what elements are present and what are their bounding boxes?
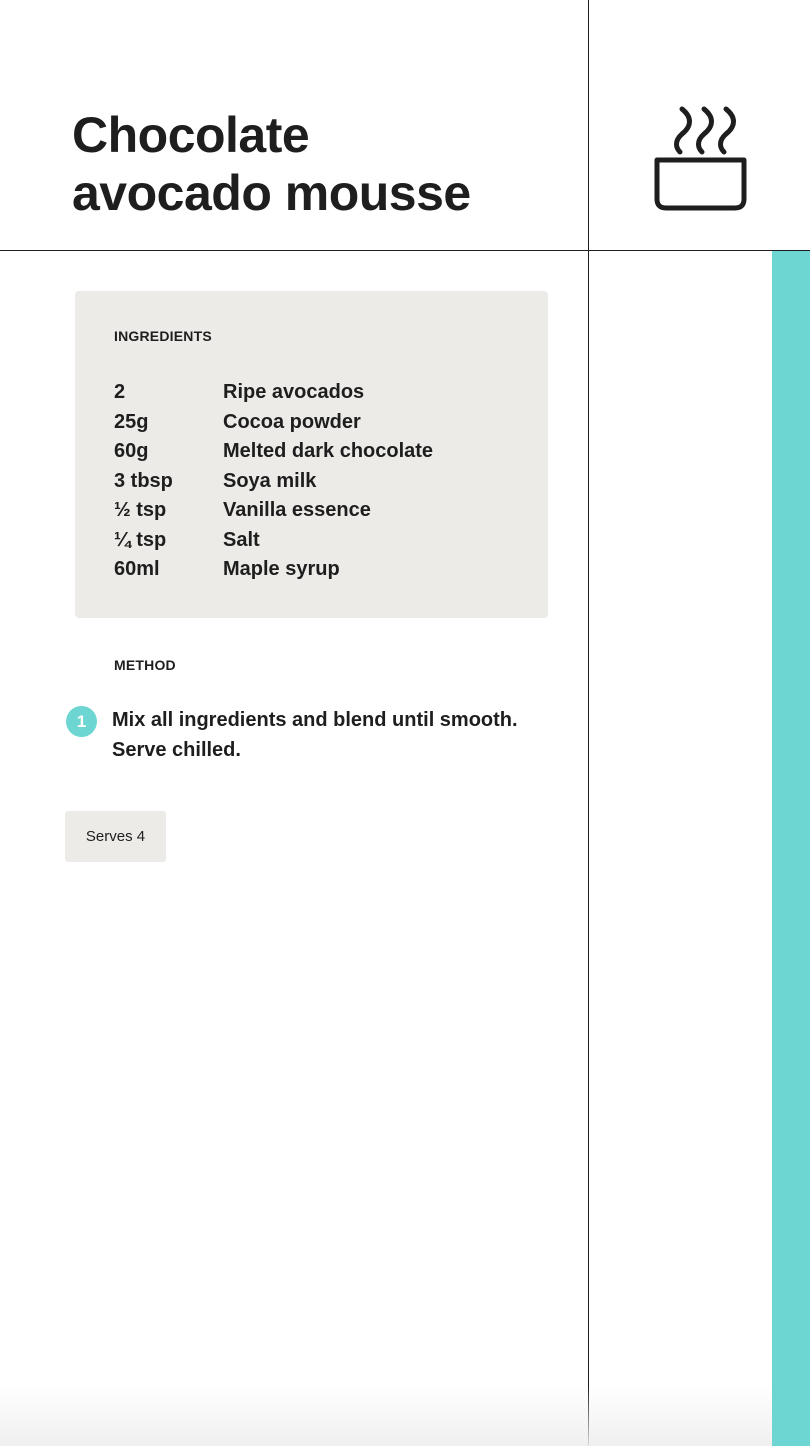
ingredient-name: Vanilla essence xyxy=(223,499,371,521)
ingredient-name: Salt xyxy=(223,528,260,551)
ingredient-quantity: 3 tbsp xyxy=(114,469,173,492)
ingredient-quantity: 60g xyxy=(114,440,149,462)
ingredients-heading: INGREDIENTS xyxy=(114,328,212,344)
ingredient-row xyxy=(114,378,433,408)
ingredient-list xyxy=(114,378,433,585)
steaming-pot-icon xyxy=(646,102,756,218)
ingredient-row xyxy=(114,437,433,467)
ingredient-quantity: 60ml xyxy=(114,558,160,580)
ingredient-name: Cocoa powder xyxy=(223,410,361,433)
ingredient-name: Soya milk xyxy=(223,469,317,492)
ingredient-quantity: ¼ tsp xyxy=(114,528,167,551)
step-text: Mix all ingredients and blend until smooth. Serve chilled. xyxy=(112,709,518,761)
ingredient-quantity: ½ tsp xyxy=(114,499,167,521)
ingredient-quantity: 2 xyxy=(114,381,126,403)
header-divider xyxy=(0,250,810,251)
accent-bar xyxy=(772,251,810,1446)
ingredient-row xyxy=(114,496,433,526)
ingredients-card xyxy=(75,291,548,618)
vertical-divider xyxy=(588,0,589,1446)
ingredient-row xyxy=(114,526,433,556)
recipe-title-line-2: avocado mousse xyxy=(72,165,471,221)
serves-badge: Serves 4 xyxy=(65,811,166,862)
ingredient-row xyxy=(114,408,433,438)
ingredient-row xyxy=(114,467,433,497)
method-heading: METHOD xyxy=(114,657,176,673)
recipe-title-line-1: Chocolate xyxy=(72,107,310,163)
recipe-title xyxy=(72,106,471,222)
step-number-badge: 1 xyxy=(66,706,97,737)
ingredient-row xyxy=(114,555,433,585)
ingredient-name: Maple syrup xyxy=(223,558,340,580)
ingredient-quantity: 25g xyxy=(114,410,149,433)
bottom-fade xyxy=(0,1386,772,1446)
ingredient-name: Ripe avocados xyxy=(223,381,365,403)
ingredient-name: Melted dark chocolate xyxy=(223,440,434,462)
